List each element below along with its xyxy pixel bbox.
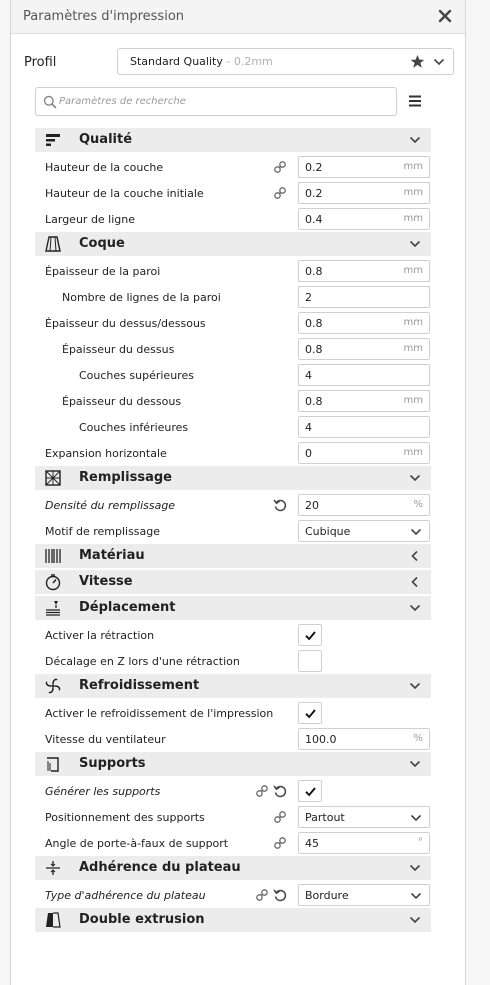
setting-row-nombre-de-lignes-de-la-paroi xyxy=(35,284,431,310)
category-title: Refroidissement xyxy=(79,678,200,693)
category-deplacement[interactable] xyxy=(35,596,431,620)
category-title: Supports xyxy=(79,756,146,771)
search-input[interactable] xyxy=(35,87,397,116)
setting-row-generer-les-supports xyxy=(35,778,431,804)
chevron-left-icon[interactable] xyxy=(409,576,421,588)
setting-unit: mm xyxy=(403,317,423,328)
category-vitesse[interactable] xyxy=(35,570,431,594)
setting-value: 0.4 xyxy=(305,213,323,226)
setting-row-motif-de-remplissage xyxy=(35,518,431,544)
menu-icon[interactable] xyxy=(407,93,423,109)
setting-value: 20 xyxy=(305,499,319,512)
infill-icon xyxy=(44,469,62,487)
speed-icon xyxy=(44,573,62,591)
reset-icon[interactable] xyxy=(273,498,287,512)
setting-label: Épaisseur de la paroi xyxy=(45,265,161,278)
quality-icon xyxy=(44,131,62,149)
setting-input[interactable] xyxy=(298,312,430,334)
setting-input[interactable] xyxy=(298,286,430,308)
window-title: Paramètres d'impression xyxy=(23,9,185,24)
chevron-down-icon[interactable] xyxy=(410,890,422,902)
shell-icon xyxy=(44,235,62,253)
setting-input[interactable] xyxy=(298,182,430,204)
star-icon[interactable] xyxy=(410,54,425,69)
category-remplissage[interactable] xyxy=(35,466,431,490)
setting-unit: mm xyxy=(403,187,423,198)
setting-checkbox[interactable] xyxy=(298,780,322,802)
setting-dropdown[interactable] xyxy=(298,806,430,828)
setting-unit: mm xyxy=(403,395,423,406)
setting-label: Hauteur de la couche initiale xyxy=(45,187,204,200)
setting-value: 0.8 xyxy=(305,395,323,408)
setting-value: 4 xyxy=(305,421,312,434)
close-icon[interactable] xyxy=(435,6,455,26)
setting-row-hauteur-de-la-couche-initiale xyxy=(35,180,431,206)
setting-input[interactable] xyxy=(298,416,430,438)
setting-label: Expansion horizontale xyxy=(45,447,167,460)
chevron-down-icon[interactable] xyxy=(409,758,421,770)
link-icon[interactable] xyxy=(255,784,269,798)
category-title: Double extrusion xyxy=(79,912,205,927)
setting-checkbox[interactable] xyxy=(298,650,322,672)
setting-row-type-d-adherence-du-plateau xyxy=(35,882,431,908)
setting-value: 2 xyxy=(305,291,312,304)
print-settings-panel xyxy=(10,0,466,985)
setting-value: 4 xyxy=(305,369,312,382)
setting-label: Angle de porte-à-faux de support xyxy=(45,837,229,850)
setting-value: 0.2 xyxy=(305,161,323,174)
setting-row-couches-inferieures xyxy=(35,414,431,440)
setting-unit: mm xyxy=(403,213,423,224)
setting-row-vitesse-du-ventilateur xyxy=(35,726,431,752)
category-title: Coque xyxy=(79,236,125,251)
setting-row-epaisseur-du-dessous xyxy=(35,388,431,414)
reset-icon[interactable] xyxy=(273,888,287,902)
setting-value: 45 xyxy=(305,837,319,850)
setting-unit: mm xyxy=(403,161,423,172)
chevron-down-icon[interactable] xyxy=(409,680,421,692)
chevron-left-icon[interactable] xyxy=(409,550,421,562)
setting-unit: % xyxy=(413,733,423,744)
setting-input[interactable] xyxy=(298,364,430,386)
setting-value: 0.8 xyxy=(305,317,323,330)
setting-unit: % xyxy=(413,499,423,510)
category-coque[interactable] xyxy=(35,232,431,256)
setting-row-couches-superieures xyxy=(35,362,431,388)
category-title: Qualité xyxy=(79,132,133,147)
search-icon xyxy=(43,95,57,109)
setting-row-expansion-horizontale xyxy=(35,440,431,466)
setting-unit: ° xyxy=(418,837,423,848)
category-double-extrusion[interactable] xyxy=(35,908,431,932)
link-icon[interactable] xyxy=(255,888,269,902)
setting-input[interactable] xyxy=(298,260,430,282)
setting-label: Générer les supports xyxy=(45,785,161,798)
setting-label: Activer la rétraction xyxy=(45,629,155,642)
material-icon xyxy=(44,547,62,565)
chevron-down-icon[interactable] xyxy=(410,526,422,538)
setting-label: Positionnement des supports xyxy=(45,811,205,824)
setting-row-activer-le-refroidissement-de-l-impression xyxy=(35,700,431,726)
category-qualite[interactable] xyxy=(35,128,431,152)
setting-label: Largeur de ligne xyxy=(45,213,136,226)
category-refroidissement[interactable] xyxy=(35,674,431,698)
setting-label: Densité du remplissage xyxy=(45,499,176,512)
category-title: Remplissage xyxy=(79,470,172,485)
setting-input[interactable] xyxy=(298,728,430,750)
adhesion-icon xyxy=(44,859,62,877)
setting-input[interactable] xyxy=(298,494,430,516)
setting-label: Couches inférieures xyxy=(79,421,189,434)
category-title: Déplacement xyxy=(79,600,176,615)
setting-value: Cubique xyxy=(305,525,351,538)
setting-row-largeur-de-ligne xyxy=(35,206,431,232)
setting-input[interactable] xyxy=(298,338,430,360)
search-placeholder: Paramètres de recherche xyxy=(59,96,186,107)
setting-value: 0.8 xyxy=(305,343,323,356)
setting-row-densite-du-remplissage xyxy=(35,492,431,518)
category-title: Matériau xyxy=(79,548,145,563)
chevron-down-icon[interactable] xyxy=(409,238,421,250)
setting-row-hauteur-de-la-couche xyxy=(35,154,431,180)
setting-label: Couches supérieures xyxy=(79,369,194,382)
chevron-down-icon[interactable] xyxy=(409,134,421,146)
setting-row-epaisseur-du-dessus xyxy=(35,336,431,362)
setting-label: Nombre de lignes de la paroi xyxy=(62,291,221,304)
setting-label: Épaisseur du dessous xyxy=(62,395,182,408)
setting-label: Décalage en Z lors d'une rétraction xyxy=(45,655,240,668)
setting-row-epaisseur-du-dessus-dessous xyxy=(35,310,431,336)
chevron-down-icon[interactable] xyxy=(433,56,445,68)
support-icon xyxy=(44,755,62,773)
settings-list xyxy=(35,128,431,934)
link-icon[interactable] xyxy=(273,160,287,174)
setting-value: 100.0 xyxy=(305,733,337,746)
setting-unit: mm xyxy=(403,265,423,276)
profile-label: Profil xyxy=(24,55,57,70)
cooling-icon xyxy=(44,677,62,695)
link-icon[interactable] xyxy=(273,186,287,200)
link-icon[interactable] xyxy=(273,836,287,850)
category-supports[interactable] xyxy=(35,752,431,776)
setting-dropdown[interactable] xyxy=(298,520,430,542)
travel-icon xyxy=(44,599,62,617)
setting-row-epaisseur-de-la-paroi xyxy=(35,258,431,284)
setting-label: Épaisseur du dessus xyxy=(62,343,175,356)
category-title: Vitesse xyxy=(79,574,133,589)
setting-label: Vitesse du ventilateur xyxy=(45,733,166,746)
profile-dropdown[interactable] xyxy=(117,48,454,75)
setting-input[interactable] xyxy=(298,442,430,464)
setting-label: Hauteur de la couche xyxy=(45,161,164,174)
category-adherence-du-plateau[interactable] xyxy=(35,856,431,880)
setting-input[interactable] xyxy=(298,832,430,854)
setting-input[interactable] xyxy=(298,390,430,412)
title-bar xyxy=(11,0,465,34)
setting-row-positionnement-des-supports xyxy=(35,804,431,830)
setting-value: Partout xyxy=(305,811,345,824)
setting-label: Activer le refroidissement de l'impression xyxy=(45,707,274,720)
setting-label: Motif de remplissage xyxy=(45,525,161,538)
setting-row-angle-de-porte-a-faux-de-support xyxy=(35,830,431,856)
chevron-down-icon[interactable] xyxy=(409,472,421,484)
chevron-down-icon[interactable] xyxy=(410,812,422,824)
setting-unit: mm xyxy=(403,447,423,458)
setting-label: Épaisseur du dessus/dessous xyxy=(45,317,206,330)
setting-row-decalage-en-z-lors-d-une-retraction xyxy=(35,648,431,674)
setting-label: Type d'adhérence du plateau xyxy=(45,889,206,902)
setting-value: 0 xyxy=(305,447,312,460)
setting-value: Bordure xyxy=(305,889,349,902)
category-materiau[interactable] xyxy=(35,544,431,568)
setting-row-activer-la-retraction xyxy=(35,622,431,648)
chevron-down-icon[interactable] xyxy=(409,602,421,614)
reset-icon[interactable] xyxy=(273,784,287,798)
setting-input[interactable] xyxy=(298,208,430,230)
setting-dropdown[interactable] xyxy=(298,884,430,906)
setting-checkbox[interactable] xyxy=(298,702,322,724)
setting-input[interactable] xyxy=(298,156,430,178)
category-title: Adhérence du plateau xyxy=(79,860,241,875)
dual-extrusion-icon xyxy=(44,911,62,929)
link-icon[interactable] xyxy=(273,810,287,824)
setting-checkbox[interactable] xyxy=(298,624,322,646)
chevron-down-icon[interactable] xyxy=(409,862,421,874)
chevron-down-icon[interactable] xyxy=(409,914,421,926)
profile-name: Standard Quality - 0.2mm xyxy=(130,55,273,68)
setting-unit: mm xyxy=(403,343,423,354)
setting-value: 0.2 xyxy=(305,187,323,200)
setting-value: 0.8 xyxy=(305,265,323,278)
